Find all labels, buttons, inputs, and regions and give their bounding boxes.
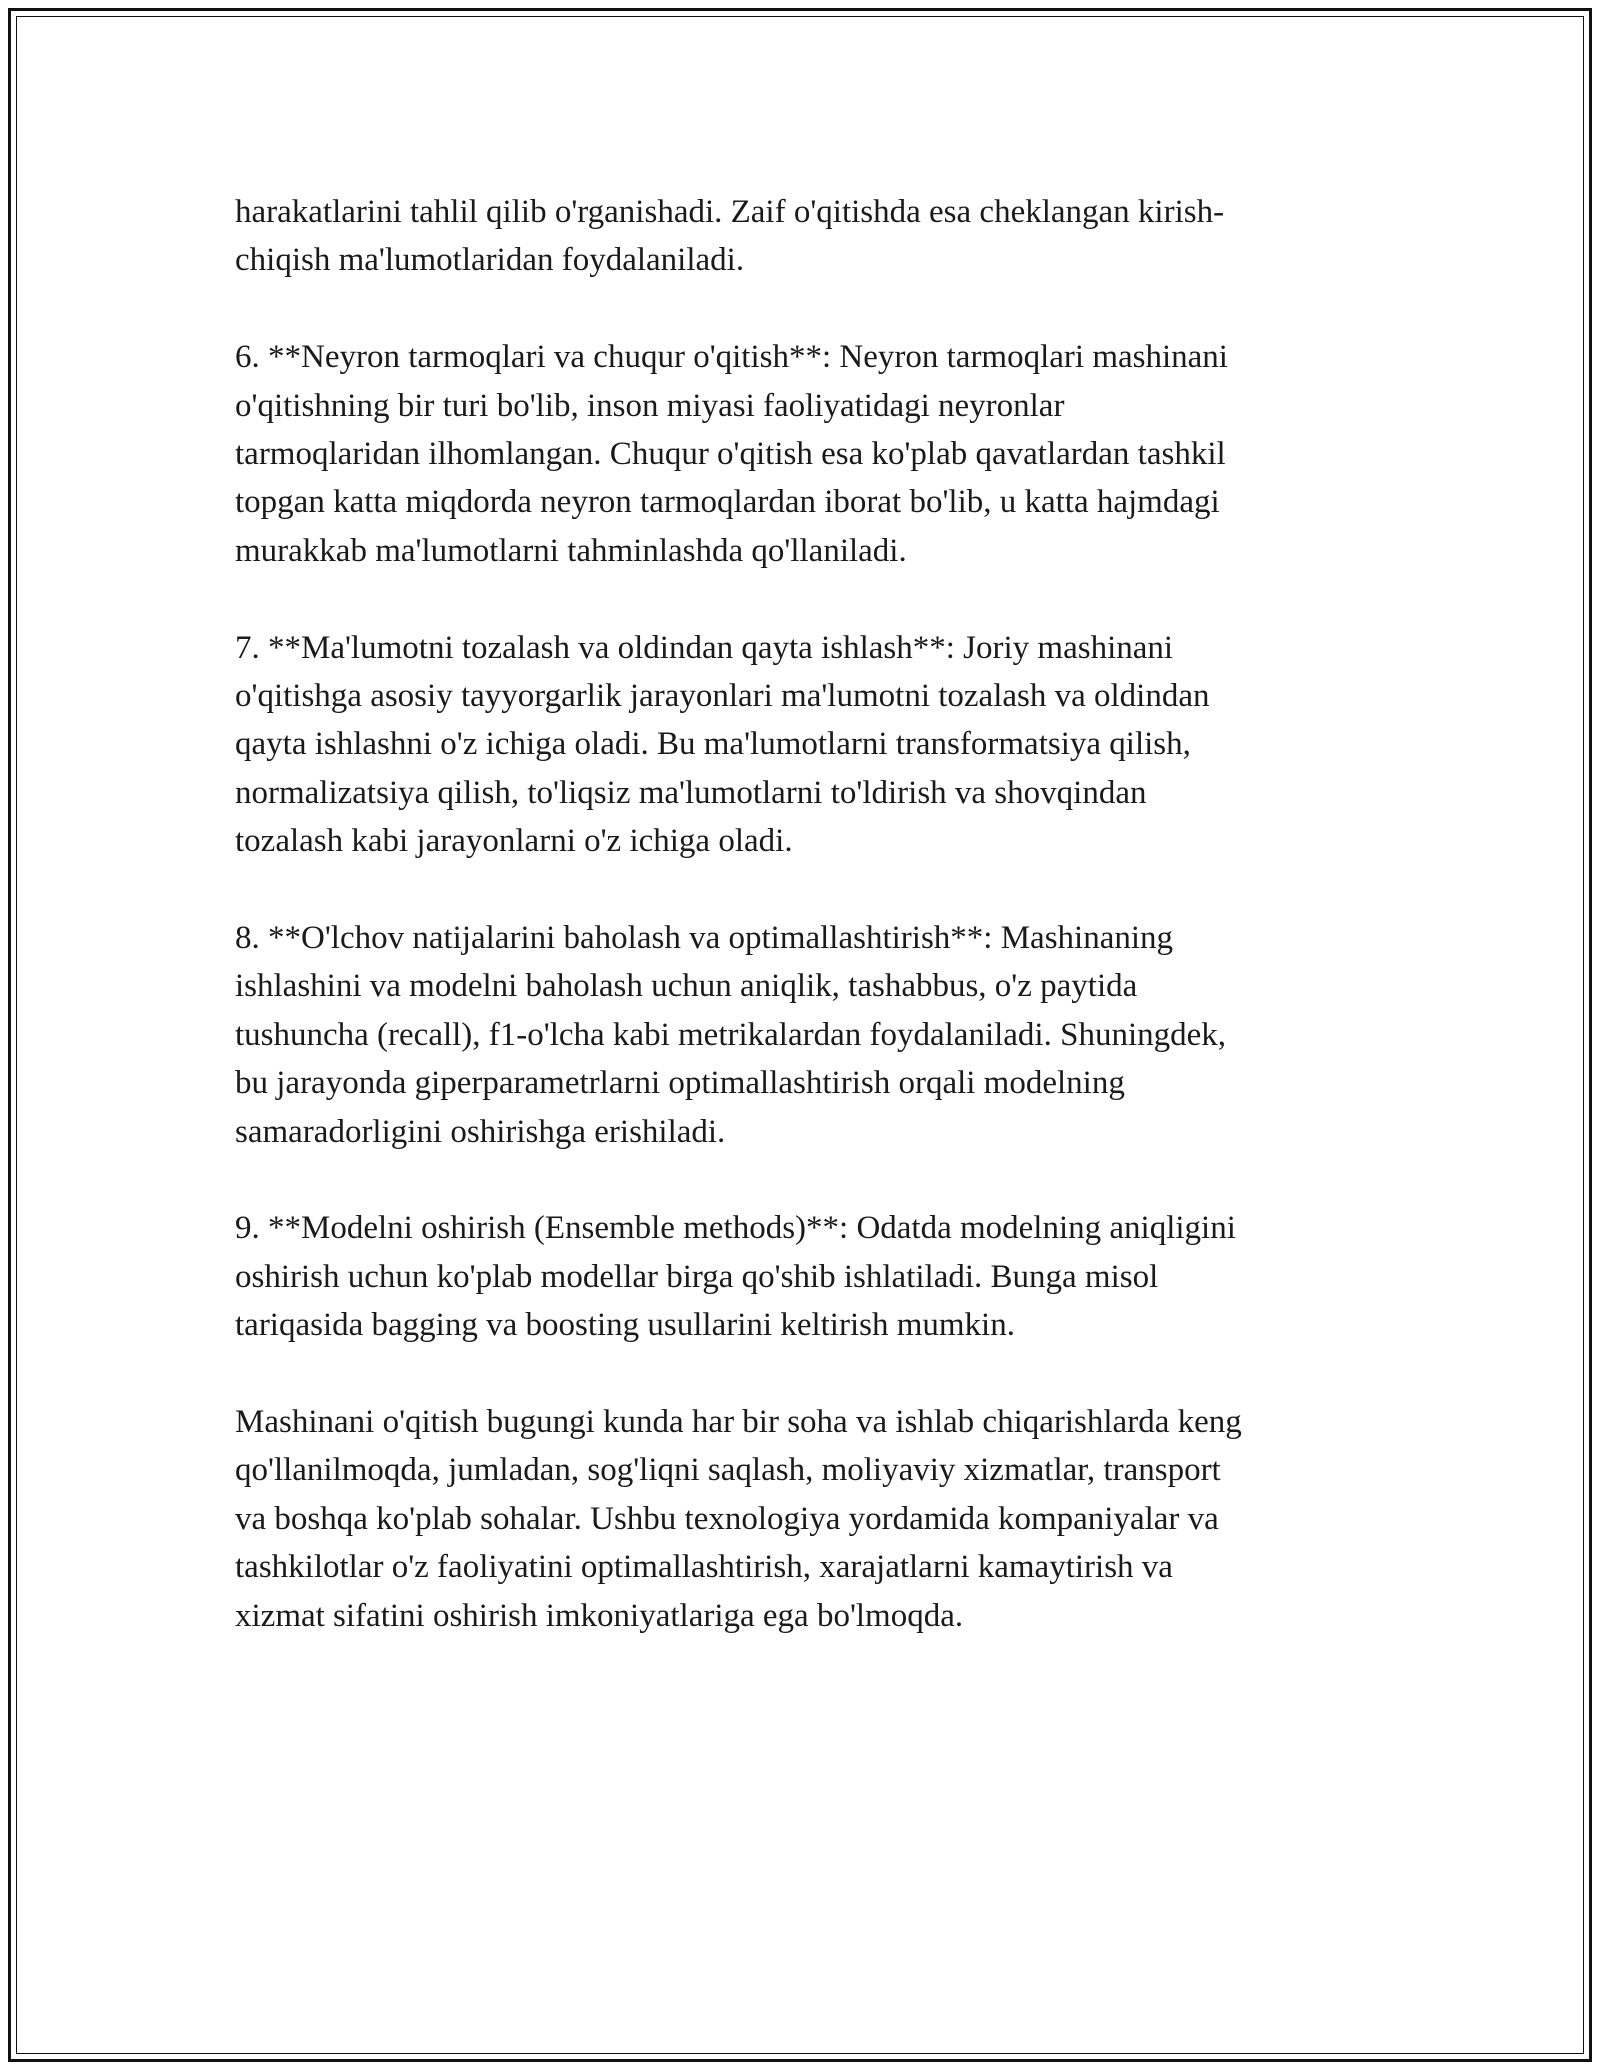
paragraph-conclusion: Mashinani o'qitish bugungi kunda har bir soha va ishlab chiqarishlarda keng qo'llanilmoqda, jumladan, sog'liqni saqlash, moliyaviy xizmatlar, transport va boshqa ko'plab sohalar. Ushbu texnologiya yordamida kompaniyalar va tashkilotlar o'z faoliyatini optimallashtirish, xarajatlarni kamaytirish va xizmat sifatini oshirish imkoniyatlariga ega bo'lmoqda. [235, 1404, 1242, 1634]
paragraph-continuation: harakatlarini tahlil qilib o'rganishadi. Zaif o'qitishda esa cheklangan kirish- chiqish ma'lumotlaridan foydalaniladi. [235, 194, 1225, 279]
paragraph-neural-networks: 6. **Neyron tarmoqlari va chuqur o'qitish**: Neyron tarmoqlari mashinani o'qitishning bir turi bo'lib, inson miyasi faoliyatidagi neyronlar tarmoqlaridan ilhomlangan. Chuqur o'qitish esa ko'plab qavatlardan tashkil topgan katta miqdorda neyron tarmoqlardan iborat bo'lib, u katta hajmdagi murakkab ma'lumotlarni tahminlashda qo'llaniladi. [235, 339, 1228, 569]
document-body [235, 188, 1395, 1689]
paragraph-ensemble-methods: 9. **Modelni oshirish (Ensemble methods)**: Odatda modelning aniqligini oshirish uchun ko'plab modellar birga qo'shib ishlatiladi. Bunga misol tariqasida bagging va boosting usullarini keltirish mumkin. [235, 1210, 1236, 1344]
paragraph-data-cleaning: 7. **Ma'lumotni tozalash va oldindan qayta ishlash**: Joriy mashinani o'qitishga asosiy tayyorgarlik jarayonlari ma'lumotni tozalash va oldindan qayta ishlashni o'z ichiga oladi. Bu ma'lumotlarni transformatsiya qilish, normalizatsiya qilish, to'liqsiz ma'lumotlarni to'ldirish va shovqindan tozalash kabi jarayonlarni o'z ichiga oladi. [235, 629, 1210, 860]
paragraph-evaluation-optimization: 8. **O'lchov natijalarini baholash va optimallashtirish**: Mashinaning ishlashini va modelni baholash uchun aniqlik, tashabbus, o'z paytida tushuncha (recall), f1-o'lcha kabi metrikalardan foydalaniladi. Shuningdek, bu jarayonda giperparametrlarni optimallashtirish orqali modelning samaradorligini oshirishga erishiladi. [235, 920, 1227, 1150]
